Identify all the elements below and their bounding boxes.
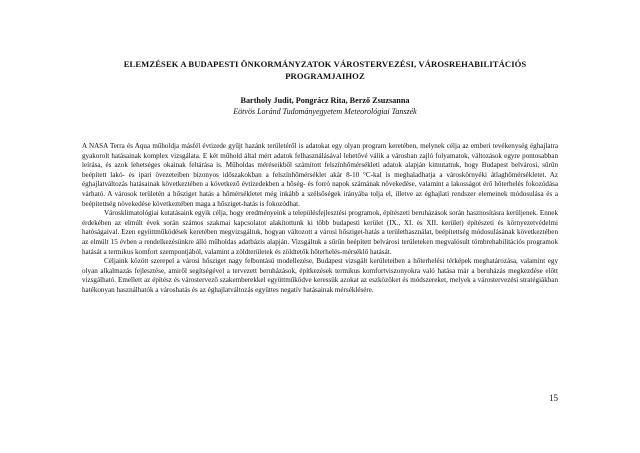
page-number: 15 bbox=[549, 393, 558, 403]
title-line-2: PROGRAMJAIHOZ bbox=[285, 71, 365, 81]
document-title bbox=[100, 58, 550, 82]
paragraph-3: Céljaink között szerepel a városi hősziget nagy felbontású modellezése, Budapest vizsgált kerületeiben a hőterhelési térképek meghatározása, valamint egy olyan alkalmazás fejlesztése, amiről segítségével a tervezett beruházások, építkezések termikus komfortviszonyokra való hatása már a beruházás megkezdése előtt vizsgálható. Emellett az építész és várostervező szakemberekkel együttműködve keressük azokat az eszközöket és módszereket, melyek a várostervezési stratégiákban hatékonyan használhatók a városhatás és az éghajlatváltozás együttes negatív hatásainak mérséklésére. bbox=[82, 257, 558, 294]
affiliation: Eötvös Loránd Tudományegyetem Meteorológiai Tanszék bbox=[233, 107, 417, 116]
paragraph-1: A NASA Terra és Aqua műholdja másfél évtizede gyűjt hazánk területéről is adatokat egy olyan program keretében, melynek célja az emberi tevékenység éghajlatra gyakorolt hatásainak komplex vizsgálata. E két műhold által mért adatok felhasználásával lehetővé válik a városban zajló folyamatok, változások egyre pontosabban leírása, és azok lehetséges okainak feltárása is. Műholdas méréseikből számított felszínhőmérsékleti adatok alapján kimutattuk, hogy Budapest belvárosi, sűrűn beépített lakó- és ipari övezeteiben bizonyos időszakokban a felszínhőmérséklet akár 8-10 °C-kal is meghaladhatja a városkörnyéki átlaghőmérsékletet. Az éghajlatváltozás hatásainak következtében a következő évtizedekben a hőség- és forró napok számának növekedése, valamint a lakosságot érő hőterhelés fokozódása várható. A városok területén a hősziget hatás a hőmérsékletet még inkább a szélsőségek irányába tolja el, illetve az éghajlati rendszer elemeinek módosulása és a beépítettség növekedése következtében maga a hősziget-hatás is fokozódhat. bbox=[82, 142, 558, 208]
abstract-body bbox=[82, 142, 558, 296]
authors: Bartholy Judit, Pongrácz Rita, Berző Zsuzsanna bbox=[240, 96, 410, 105]
title-line-1: ELEMZÉSEK A BUDAPESTI ÖNKORMÁNYZATOK VÁROSTERVEZÉSI, VÁROSREHABILITÁCIÓS bbox=[123, 59, 527, 69]
paragraph-2: Városklimatológiai kutatásaink egyik célja, hogy eredményeink a településfejlesztési programok, építészeti beruházások során hasznosításra kerüljenek. Ennek érdekében az elmúlt évek során számos szakmai kapcsolatot alakítottunk ki több budapesti kerület (IX., XI. és XII. kerület) építészeti és környezetvédelmi hatóságaival. Ezen együttműködések keretében megvizsgáltuk, hogyan változott a városi hősziget-hatás a területhasználat, beépítettség módosulásának következtében az elmúlt 15 évben a rendelkezésünkre álló műholdas adatbázis alapján. Vizsgáltuk a sűrűn beépített belvárosi területeken megvalósult tömbrehabilitációs programok hatását a termikus komfort szempontjából, valamint a zöldterületek és zöldtetők hőterhelés-mérséklő hatását. bbox=[82, 209, 558, 256]
